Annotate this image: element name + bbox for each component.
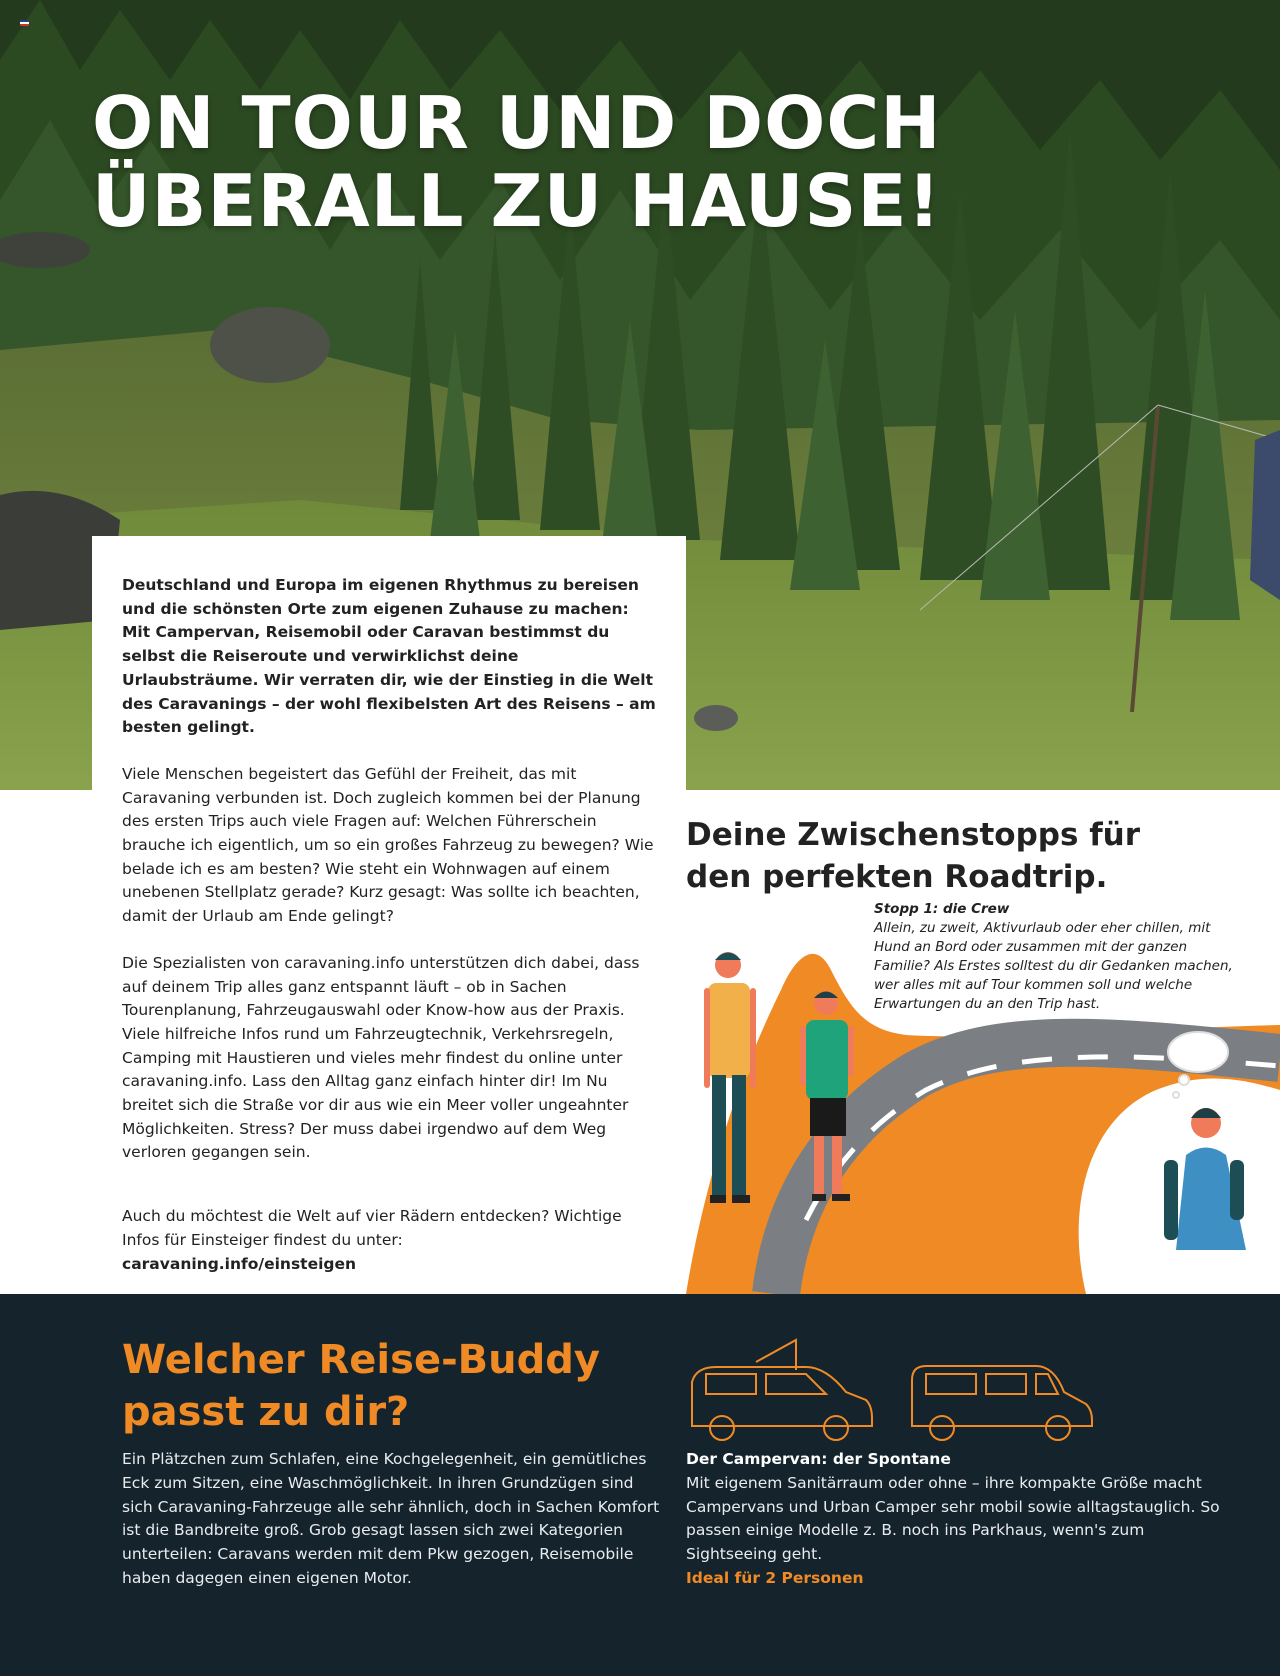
campervan-text: Mit eigenem Sanitärraum oder ohne – ihre kompakte Größe macht Campervans und Urban Camper sehr mobil sowie alltagstauglich. So passen einige Modelle z. B. noch ins Parkhaus, wenn's zum Sightseeing geht. xyxy=(686,1473,1220,1564)
campervan-icons xyxy=(686,1322,1126,1442)
campervan-ideal-label: Ideal für 2 Personen xyxy=(686,1568,864,1587)
roadtrip-section xyxy=(686,790,1280,1294)
campervan-block xyxy=(686,1448,1226,1591)
cta-text: Auch du möchtest die Welt auf vier Rädern entdecken? Wichtige Infos für Einsteiger findest du unter: xyxy=(122,1207,622,1249)
buddy-paragraph: Ein Plätzchen zum Schlafen, eine Kochgelegenheit, ein gemütliches Eck zum Sitzen, eine Waschmöglichkeit. In ihren Grundzügen sind sich Caravaning-Fahrzeuge alle sehr ähnlich, doch in Sachen Komfort ist die Bandbreite groß. Grob gesagt lassen sich zwei Kategorien unterteilen: Caravans werden mit dem Pkw gezogen, Reisemobile haben dagegen einen eigenen Motor. xyxy=(122,1450,660,1587)
buddy-section xyxy=(0,1294,1280,1676)
roadtrip-heading: Deine Zwischenstopps für den perfekten Roadtrip. xyxy=(686,817,1141,895)
cta-link[interactable]: caravaning.info/einsteigen xyxy=(122,1254,357,1273)
lead-paragraph: Deutschland und Europa im eigenen Rhythmus zu bereisen und die schönsten Orte zum eigenen Zuhause zu machen: Mit Campervan, Reisemobil oder Caravan bestimmst du selbst die Reiseroute und verwirklichst deine Urlaubsträume. Wir verraten dir, wie der Einstieg in die Welt des Caravanings – der wohl flexibelsten Art des Reisens – am besten gelingt. xyxy=(122,576,656,737)
campervan-high-roof-icon xyxy=(912,1366,1092,1440)
buddy-heading: Welcher Reise-Buddy passt zu dir? xyxy=(122,1337,600,1435)
campervan-pop-top-icon xyxy=(692,1340,872,1440)
body-paragraph-2: Die Spezialisten von caravaning.info unterstützen dich dabei, dass auf deinem Trip alles ganz entspannt läuft – ob in Sachen Tourenplanung, Fahrzeugauswahl oder Know-how aus der Praxis. Viele hilfreiche Infos rund um Fahrzeugtechnik, Verkehrsregeln, Camping mit Haustieren und vieles mehr findest du online unter caravaning.info. Lass den Alltag ganz einfach hinter dir! Im Nu breitet sich die Straße vor dir aus wie ein Meer voller ungeahnter Möglichkeiten. Stress? Der muss dabei irgendwo auf dem Weg verloren gegangen sein. xyxy=(122,953,640,1162)
page-title: ON TOUR UND DOCH ÜBERALL ZU HAUSE! xyxy=(92,81,942,243)
flag-icon xyxy=(20,20,29,26)
cta-paragraph xyxy=(122,1205,656,1276)
stop-1-text: Allein, zu zweit, Aktivurlaub oder eher chillen, mit Hund an Bord oder zusammen mit der ganzen Familie? Als Erstes solltest du dir Gedanken machen, wer alles mit auf Tour kommen soll und welche Erwartungen du an den Trip hast. xyxy=(874,920,1233,1012)
intro-article xyxy=(92,536,686,1296)
body-paragraph-1: Viele Menschen begeistert das Gefühl der Freiheit, das mit Caravaning verbunden ist. Doch zugleich kommen bei der Planung des ersten Trips auch viele Fragen auf: Welchen Führerschein brauche ich eigentlich, um so ein großes Fahrzeug zu bewegen? Wie belade ich es am besten? Wie steht ein Wohnwagen auf einem unebenen Stellplatz gerade? Kurz gesagt: Was sollte ich beachten, damit der Urlaub am Ende gelingt? xyxy=(122,764,654,926)
stop-1-title: Stopp 1: die Crew xyxy=(874,901,1010,917)
stop-1-block xyxy=(874,900,1244,1014)
campervan-title: Der Campervan: der Spontane xyxy=(686,1450,951,1468)
